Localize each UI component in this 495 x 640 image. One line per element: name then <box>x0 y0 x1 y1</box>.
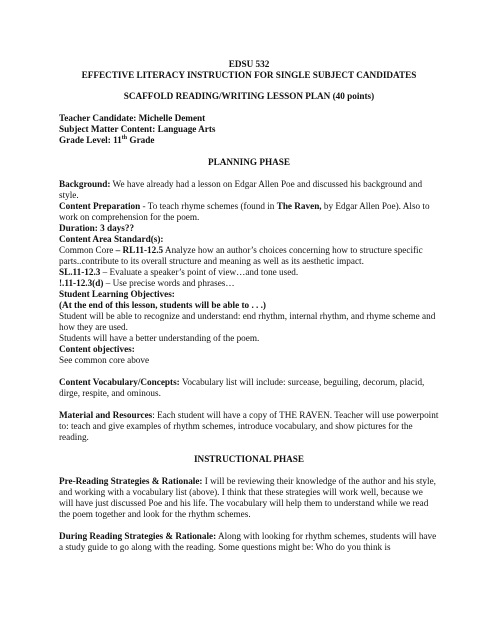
planning-phase-heading: PLANNING PHASE <box>208 157 290 167</box>
document-subtitle: SCAFFOLD READING/WRITING LESSON PLAN (40 points) <box>123 91 375 101</box>
standard-rl: Common Core – RL11-12.5 Analyze how an author’s choices concerning how to structure specific parts..contribute to its overall structure and meaning as well as its aesthetic impact. <box>59 245 423 266</box>
document-title: EFFECTIVE LITERACY INSTRUCTION FOR SINGLE SUBJECT CANDIDATES <box>81 70 417 80</box>
document-body <box>59 59 439 553</box>
content-objectives-text: See common core above <box>59 355 150 365</box>
objective-2: Students will have a better understanding of the poem. <box>59 333 260 343</box>
course-code: EDSU 532 <box>228 59 270 69</box>
materials-paragraph: Material and Resources: Each student will have a copy of THE RAVEN. Teacher will use powerpoint to: teach and give examples of rhythm schemes, introduce vocabulary, and show pictures for the reading. <box>59 410 439 442</box>
subject-matter: Subject Matter Content: Language Arts <box>59 124 216 134</box>
instructional-phase-heading: INSTRUCTIONAL PHASE <box>193 454 305 464</box>
objective-1: Student will be able to recognize and understand: end rhythm, internal rhythm, and rhyme scheme and how they are used. <box>59 311 436 332</box>
content-preparation-paragraph: Content Preparation - To teach rhyme schemes (found in The Raven, by Edgar Allen Poe). Also to work on comprehension for the poem. <box>59 201 430 222</box>
during-reading-paragraph: During Reading Strategies & Rationale: Along with looking for rhythm schemes, students will have a study guide to go along with the reading. Some questions might be: Who do you think is <box>59 531 437 552</box>
vocabulary-paragraph: Content Vocabulary/Concepts: Vocabulary list will include: surcease, beguiling, decorum, placid, dirge, respite, and ominous. <box>59 377 425 398</box>
standard-sl: SL.11-12.3 – Evaluate a speaker’s point of view…and tone used. <box>59 267 299 277</box>
objectives-heading: Student Learning Objectives: <box>59 289 175 299</box>
content-objectives-heading: Content objectives: <box>59 344 135 354</box>
pre-reading-paragraph: Pre-Reading Strategies & Rationale: I will be reviewing their knowledge of the author and his style, and working with a vocabulary list (above). I think that these strategies will work well, because we will have just discussed Poe and his life. The vocabulary will help them to understand while we read the poem together and look for the rhythm schemes. <box>59 476 436 519</box>
objectives-subheading: (At the end of this lesson, students will be able to . . .) <box>59 300 266 310</box>
teacher-candidate: Teacher Candidate: Michelle Dement <box>59 113 206 123</box>
standards-heading: Content Area Standard(s): <box>59 234 164 244</box>
standard-l: !.11-12.3(d) – Use precise words and phrases… <box>59 278 235 288</box>
duration: Duration: 3 days?? <box>59 223 135 233</box>
background-paragraph: Background: We have already had a lesson on Edgar Allen Poe and discussed his background and style. <box>59 179 423 200</box>
grade-level: Grade Level: 11th Grade <box>59 134 155 145</box>
